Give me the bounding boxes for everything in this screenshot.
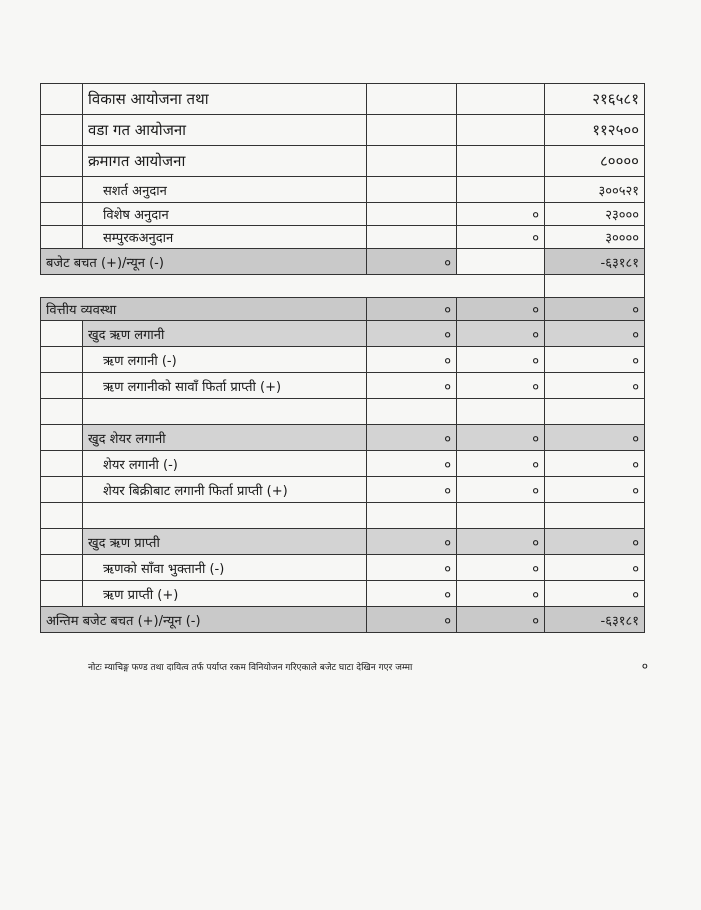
cell: ०	[457, 477, 545, 503]
cell: ०	[545, 581, 645, 607]
row-label: सशर्त अनुदान	[83, 177, 367, 203]
cell	[367, 84, 457, 115]
blank-row	[41, 399, 645, 425]
table-row	[41, 581, 645, 607]
row-label: अन्तिम बजेट बचत (+)/न्यून (-)	[41, 607, 367, 633]
table-row	[41, 347, 645, 373]
table-row	[41, 226, 645, 249]
row-label: वित्तीय व्यवस्था	[41, 298, 367, 321]
blank-row	[41, 503, 645, 529]
cell: ०	[367, 607, 457, 633]
table-row	[41, 146, 645, 177]
row-label: विशेष अनुदान	[83, 203, 367, 226]
cell: ०	[457, 425, 545, 451]
cell: २३०००	[545, 203, 645, 226]
cell: ०	[457, 373, 545, 399]
cell: ३००५२१	[545, 177, 645, 203]
cell: ०	[545, 321, 645, 347]
cell: -६३१८१	[545, 249, 645, 275]
cell: ०	[457, 607, 545, 633]
cell: ३००००	[545, 226, 645, 249]
row-label: क्रमागत आयोजना	[83, 146, 367, 177]
cell	[367, 115, 457, 146]
table-row	[41, 177, 645, 203]
cell	[367, 177, 457, 203]
cell: ०	[457, 347, 545, 373]
cell: ०	[367, 298, 457, 321]
cell	[367, 203, 457, 226]
row-label: सम्पुरकअनुदान	[83, 226, 367, 249]
budget-table	[40, 83, 645, 633]
cell: ०	[457, 451, 545, 477]
row-label: खुद ऋण लगानी	[83, 321, 367, 347]
cell: ०	[545, 529, 645, 555]
cell: ०	[545, 298, 645, 321]
row-label: वडा गत आयोजना	[83, 115, 367, 146]
table-row	[41, 84, 645, 115]
cell: ०	[457, 555, 545, 581]
spacer-row	[41, 275, 645, 298]
cell: ०	[367, 555, 457, 581]
cell: -६३१८१	[545, 607, 645, 633]
table-row	[41, 203, 645, 226]
cell: ०	[545, 373, 645, 399]
row-label: शेयर बिक्रीबाट लगानी फिर्ता प्राप्ती (+)	[83, 477, 367, 503]
cell	[457, 84, 545, 115]
row-label: खुद शेयर लगानी	[83, 425, 367, 451]
row-label: ऋण प्राप्ती (+)	[83, 581, 367, 607]
cell: ०	[457, 321, 545, 347]
cell	[457, 115, 545, 146]
row-label: खुद ऋण प्राप्ती	[83, 529, 367, 555]
row-label: ऋण लगानीको सावाँ फिर्ता प्राप्ती (+)	[83, 373, 367, 399]
cell	[457, 177, 545, 203]
cell	[457, 146, 545, 177]
table-row	[41, 298, 645, 321]
cell: ८००००	[545, 146, 645, 177]
cell: ०	[457, 226, 545, 249]
table-row	[41, 115, 645, 146]
footnote-value: ०	[641, 659, 648, 673]
cell	[457, 249, 545, 275]
cell: ०	[367, 347, 457, 373]
row-label: बजेट बचत (+)/न्यून (-)	[41, 249, 367, 275]
cell: ०	[545, 451, 645, 477]
cell: ०	[367, 529, 457, 555]
table-row	[41, 373, 645, 399]
cell: ०	[545, 347, 645, 373]
cell: ०	[457, 581, 545, 607]
cell	[367, 146, 457, 177]
cell: ०	[457, 529, 545, 555]
cell	[367, 226, 457, 249]
table-row	[41, 477, 645, 503]
row-label: ऋण लगानी (-)	[83, 347, 367, 373]
table-row	[41, 321, 645, 347]
table-row	[41, 425, 645, 451]
table-row	[41, 451, 645, 477]
cell: ०	[367, 321, 457, 347]
cell: ०	[367, 451, 457, 477]
table-row	[41, 607, 645, 633]
cell: ०	[457, 298, 545, 321]
row-label: शेयर लगानी (-)	[83, 451, 367, 477]
cell: ०	[367, 249, 457, 275]
footnote: नोटः म्याचिङ्ग फण्ड तथा दायित्व तर्फ पर्याप्त रकम विनियोजन गरिएकाले बजेट घाटा देखिन गएर जम्मा	[88, 663, 413, 673]
table-row	[41, 555, 645, 581]
cell: ११२५००	[545, 115, 645, 146]
cell: ०	[457, 203, 545, 226]
table-row	[41, 529, 645, 555]
cell: ०	[545, 425, 645, 451]
row-label: ऋणको साँवा भुक्तानी (-)	[83, 555, 367, 581]
cell: ०	[367, 425, 457, 451]
cell: ०	[545, 477, 645, 503]
row-label: विकास आयोजना तथा	[83, 84, 367, 115]
cell: ०	[367, 477, 457, 503]
cell: २१६५८१	[545, 84, 645, 115]
cell: ०	[367, 581, 457, 607]
table-row	[41, 249, 645, 275]
cell: ०	[545, 555, 645, 581]
cell: ०	[367, 373, 457, 399]
